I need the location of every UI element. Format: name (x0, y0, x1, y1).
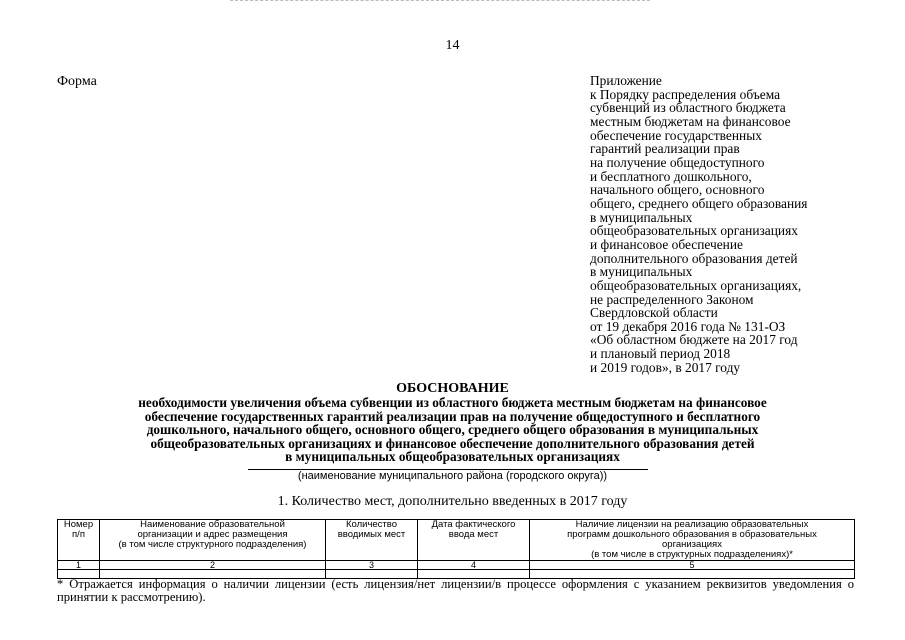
form-label: Форма (57, 74, 97, 89)
column-number: 5 (530, 561, 855, 570)
appendix-line: от 19 декабря 2016 года № 131-ОЗ (590, 318, 786, 334)
appendix-line: и бесплатного дошкольного, (590, 168, 752, 184)
appendix-line: в муниципальных (590, 264, 693, 280)
section-heading: 1. Количество мест, дополнительно введенных в 2017 году (277, 494, 628, 509)
subtitle-line: общеобразовательных организациях и финансовое обеспечение дополнительного образования детей (150, 435, 755, 451)
places-table (57, 519, 855, 579)
appendix-line: и плановый период 2018 (590, 346, 731, 362)
column-number: 4 (418, 561, 530, 570)
appendix-line: на получение общедоступного (590, 154, 765, 170)
table-column-number-row (58, 561, 855, 570)
header-actual-date: Дата фактического ввода мест (418, 520, 530, 561)
appendix-line: в муниципальных (590, 209, 693, 225)
appendix-line: субвенций из областного бюджета (590, 100, 786, 116)
appendix-line: и финансовое обеспечение (590, 236, 743, 252)
column-number: 1 (58, 561, 100, 570)
appendix-line: и 2019 годов», в 2017 году (590, 359, 741, 375)
appendix-line: не распределенного Законом (590, 291, 754, 307)
subtitle-line: дошкольного, начального общего, основного общего, среднего общего образования в муниципальных (146, 422, 759, 438)
page-number: 14 (445, 38, 460, 53)
appendix-line: обеспечение государственных (590, 127, 762, 143)
header-organization: Наименование образовательной организации и адрес размещения (в том числе структурного подразделения) (100, 520, 326, 561)
column-number: 3 (326, 561, 418, 570)
document-title: ОБОСНОВАНИЕ (396, 381, 509, 396)
table-header-row (58, 520, 855, 561)
appendix-line: гарантий реализации прав (590, 141, 740, 157)
top-border-line (230, 0, 650, 1)
subtitle-line: обеспечение государственных гарантий реализации прав на получение общедоступного и бесплатного (144, 408, 761, 424)
appendix-line: дополнительного образования детей (590, 250, 798, 266)
appendix-block (590, 74, 890, 374)
appendix-line: Приложение (590, 73, 662, 88)
appendix-line: Свердловской области (590, 305, 718, 321)
appendix-line: к Порядку распределения объема (590, 86, 781, 102)
header-license: Наличие лицензии на реализацию образовательных программ дошкольного образования в образовательных организациях (в том числе в структурных подразделениях)* (530, 520, 855, 561)
appendix-line: общеобразовательных организациях (590, 223, 798, 239)
appendix-line: «Об областном бюджете на 2017 год (590, 332, 798, 348)
subtitle-line: в муниципальных общеобразовательных организациях (285, 449, 620, 465)
appendix-line: общего, среднего общего образования (590, 195, 808, 211)
appendix-line: общеобразовательных организациях, (590, 277, 802, 293)
header-places-count: Количество вводимых мест (326, 520, 418, 561)
header-number: Номер п/п (58, 520, 100, 561)
municipality-caption: (наименование муниципального района (городского округа)) (297, 470, 608, 482)
column-number: 2 (100, 561, 326, 570)
footnote: * Отражается информация о наличии лицензии (есть лицензия/нет лицензии/в процессе оформления с указанием реквизитов уведомления о принятии к рассмотрению). (57, 577, 854, 604)
document-subtitle (0, 396, 905, 464)
subtitle-line: необходимости увеличения объема субвенции из областного бюджета местным бюджетам на финансовое (138, 395, 767, 410)
appendix-line: начального общего, основного (590, 182, 765, 198)
appendix-line: местным бюджетам на финансовое (590, 113, 791, 129)
